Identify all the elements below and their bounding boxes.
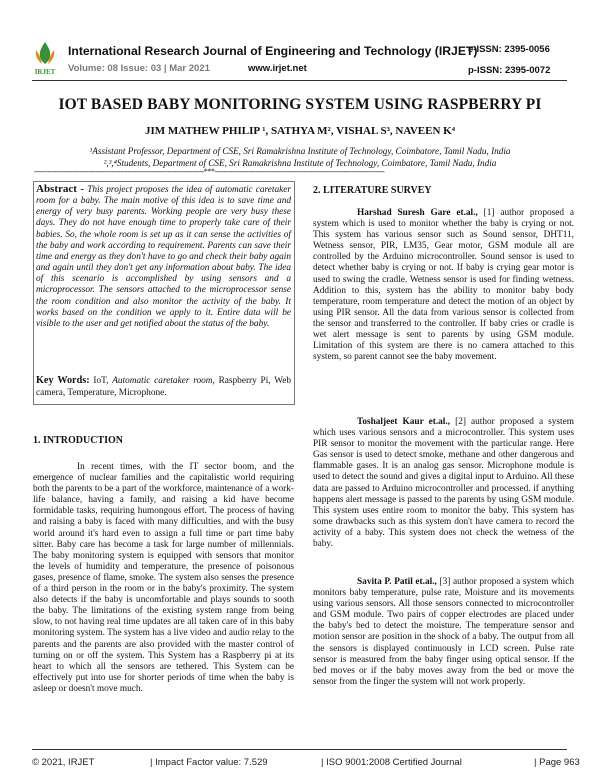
keywords [36, 375, 291, 399]
section-separator: ---------------------------------------------------------------------------***--------------------------------------------------------------------------- [34, 167, 385, 176]
logo-text: IRJET [34, 68, 56, 76]
footer-divider [32, 749, 567, 750]
reference-2-text: [2] author proposed a system which uses various sensors and a microcontroller. This system uses PIR sensor to monitor the movement with the particular range. Here Gas sensor is used to detect smoke, methane and other dangerous and flammable gases. It is an analog gas sensor. Microphone module is used to detect the sound and gives a digital input to Arduino. All these data are passed to Arduino microcontroller and processed. if anything happens alert message is passed to the parents by using GSM module. This system uses entire room to monitor the baby. This system has some drawbacks such as this system don't have camera to record the activity of a baby. This system does not check the wetness of the baby. [313, 417, 574, 550]
irjet-logo [32, 40, 58, 80]
e-issn: e-ISSN: 2395-0056 [468, 44, 550, 55]
reference-3-text: [3] author proposed a system which monitors baby temperature, pulse rate, Moisture and its movements using various sensors. All those sensors connected to microcontroller and GSM module. Two pairs of copper electrodes are placed under the baby's bed to detect the moisture. The temperature sensor and motion sensor are position in the shock of a baby. The output from all the sensors is displayed continuously in LCD screen. Pulse rate sensor is measured from the baby finger using optical sensor. If the bed moves or if the baby moves away from the bed or move the sensor from the finger the system will not work properly. [313, 577, 575, 687]
paper-title: IOT BASED BABY MONITORING SYSTEM USING RASPBERRY PI [58, 96, 542, 113]
affiliation-1: ¹Assistant Professor, Department of CSE, Sri Ramakrishna Institute of Technology, Coimbatore, Tamil Nadu, India [89, 146, 511, 156]
literature-heading: 2. LITERATURE SURVEY [313, 185, 432, 196]
volume-issue: Volume: 08 Issue: 03 | Mar 2021 [68, 63, 210, 74]
footer-copyright: © 2021, IRJET [32, 757, 95, 768]
header-divider [32, 80, 567, 81]
keywords-italic: Automatic caretaker room, [112, 376, 215, 386]
author-list: JIM MATHEW PHILIP ¹, SATHYA M², VISHAL S³, NAVEEN K⁴ [144, 125, 456, 137]
footer-page-number: | Page 963 [534, 757, 580, 768]
reference-1-authors: Harshad Suresh Gare et.al., [357, 208, 478, 218]
reference-3-authors: Savita P. Patil et.al., [357, 577, 437, 587]
literature-paragraph-1 [313, 208, 574, 363]
p-issn: p-ISSN: 2395-0072 [468, 65, 551, 76]
introduction-heading: 1. INTRODUCTION [33, 435, 124, 446]
footer-impact-factor: | Impact Factor value: 7.529 [150, 757, 268, 768]
introduction-paragraph: In recent times, with the IT sector boom, and the emergence of nuclear families and the capitalistic world requiring both the parents to be a part of the workforce, maintenance of a work-life balance, having a family, and raising a kid have become formidable tasks, requiring humongous effort. The process of having and raising a baby is faced with many difficulties, and with the busy world around it's hard even to assign a full time or part time baby sitter. Baby care has become a task for large number of millennials. The baby monitoring system is equipped with sensors that monitor the levels of humidity and temperature, the presence of poisonous gases, presence of flame, smoke. The system also senses the presence of a third person in the room or in the baby's proximity. The system also detects if the baby is uncomfortable and plays sounds to sooth the baby. The limitations of the existing system range from being slow, to not having real time updates are all taken care of in this baby monitoring system. The system has a live video and audio relay to the parents and the parents are also provided with the master control of turning on or off the system. This System has a Raspberry pi at its heart to which all the sensors are tethered. This System can be effectively put into use for shorter periods of time when the baby is asleep or doesn't move much. [33, 462, 294, 694]
reference-2-authors: Toshaljeet Kaur et.al., [357, 417, 451, 427]
keywords-heading: Key Words: [36, 375, 90, 386]
abstract-heading: Abstract - [36, 183, 85, 195]
abstract-text: This project proposes the idea of automatic caretaker room for a baby. The main motive of this idea is to save time and energy of very busy parents. Working people are very busy these days. They do not have enough time to properly take care of their babies. So, the whole room is set up as it can sense the activities of the baby and work according to requirement. Parents can save their time and energy as they don't have to go and check their baby again and again until they don't get any information about baby. The idea of this scenario is accomplished by using sensors and a microprocessor. The sensors attached to the microprocessor sense the room condition and also monitor the activity of the baby. It works based on the condition we apply to it. Entire data will be visible to the user and get notified about the status of the baby. [36, 185, 291, 329]
reference-1-text: [1] author proposed a system which is used to monitor whether the baby is crying or not. This system has various sensor such as Sound sensor, DHT11, Wetness sensor, PIR, LM35, Gear motor, GSM module all are controlled by the Arduino microcontroller. Sound sensor is used to detect whether baby is crying or not. If baby is crying gear motor is used to swing the cradle. Wetness sensor is used for finding wetness. Addition to this, system has the ability to monitor baby body temperature, room temperature and detect the motion of an object by using PIR sensor. All the data from various sensor is collected from the sensor and transferred to the controller. If baby cries or cradle is wet alert message is sent to parents by using GSM module. Limitation of this system are there is no camera attached to this system, so parent cannot see the baby movement. [313, 208, 574, 363]
journal-title: International Research Journal of Engineering and Technology (IRJET) [68, 44, 478, 58]
literature-paragraph-2 [313, 417, 574, 550]
keywords-pre: IoT, [93, 376, 109, 386]
keywords-post: Raspberry Pi, Web camera, Temperature, Microphone. [36, 376, 292, 398]
introduction-text [33, 462, 294, 695]
journal-url[interactable]: www.irjet.net [248, 63, 307, 74]
footer-iso: | ISO 9001:2008 Certified Journal [321, 757, 462, 768]
abstract [36, 184, 291, 330]
affiliation-2: ²,³,⁴Students, Department of CSE, Sri Ramakrishna Institute of Technology, Coimbatore, Tamil Nadu, India [103, 158, 497, 168]
literature-paragraph-3 [313, 577, 574, 688]
